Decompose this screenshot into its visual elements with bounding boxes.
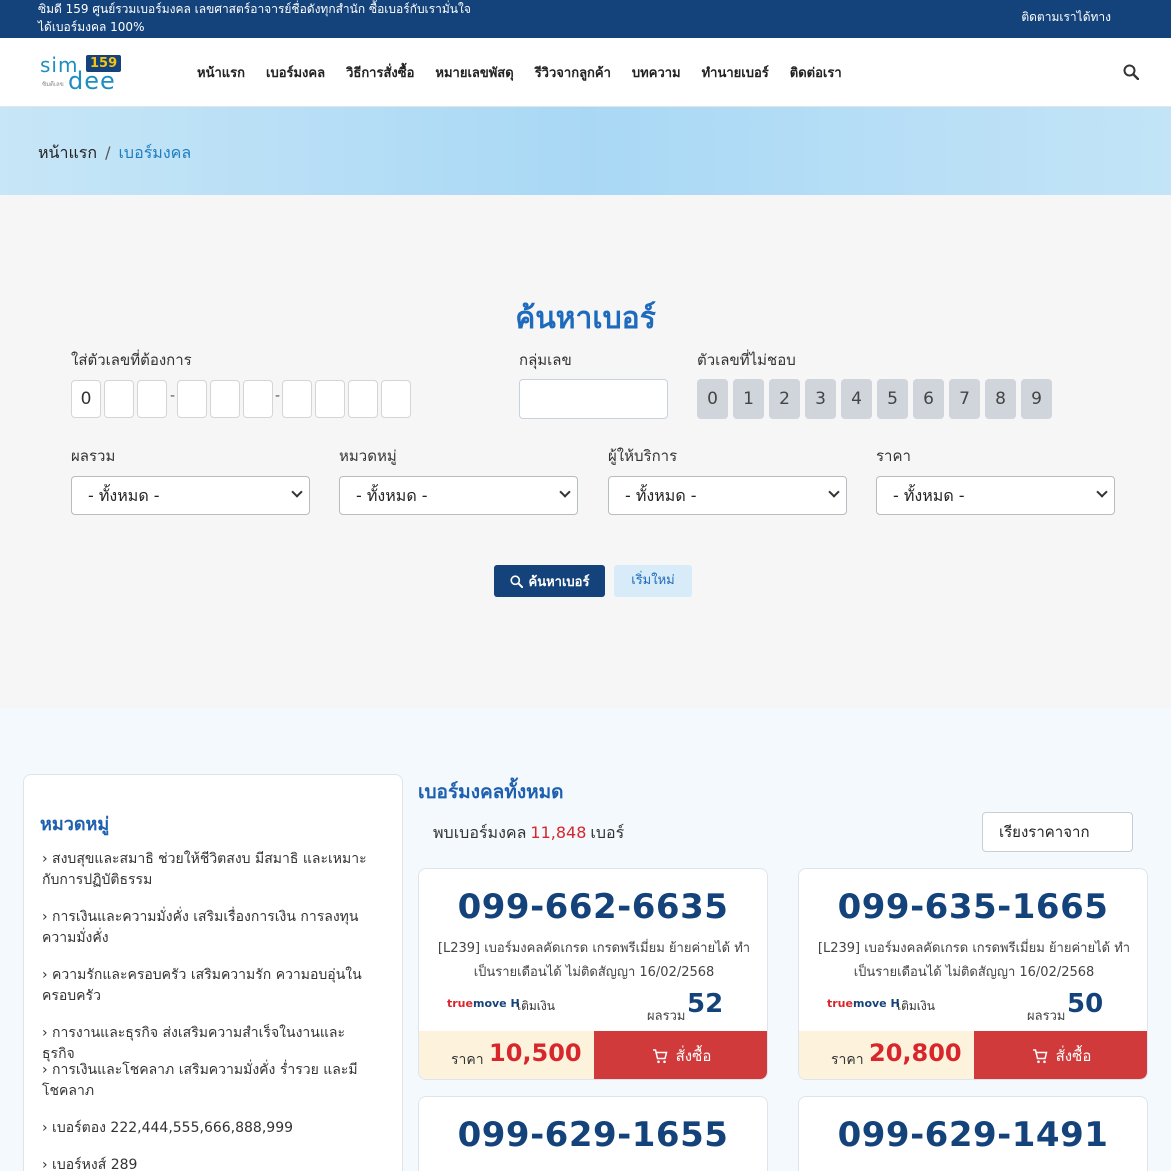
exclude-digit-6[interactable]: 6: [913, 379, 944, 419]
phone-number: 099-629-1491: [837, 1115, 1109, 1155]
logo-sim: sim: [40, 53, 79, 77]
breadcrumb-separator: /: [105, 143, 111, 162]
menu-home[interactable]: หน้าแรก: [197, 66, 245, 81]
exclude-digit-9[interactable]: 9: [1021, 379, 1052, 419]
digit-input-3[interactable]: [137, 380, 167, 418]
exclude-digit-1[interactable]: 1: [733, 379, 764, 419]
category-select-value: - ทั้งหมด -: [356, 486, 428, 505]
number-card[interactable]: [798, 868, 1148, 1080]
menu-lucky-numbers[interactable]: เบอร์มงคล: [266, 66, 326, 81]
sidebar-category[interactable]: › สงบสุขและสมาธิ ช่วยให้ชีวิตสงบ มีสมาธิ และเหมาะกับการปฏิบัติธรรม: [42, 851, 367, 888]
sum-value: 52: [687, 989, 724, 1019]
exclude-digit-4[interactable]: 4: [841, 379, 872, 419]
card-description: [L239] เบอร์มงคลคัดเกรด เกรดพรีเมี่ยม ย้ายค่ายได้ ทำเป็นรายเดือนได้ ไม่ติดสัญญา 16/02/2568: [437, 941, 751, 980]
card-description: [L239] เบอร์มงคลคัดเกรด เกรดพรีเมี่ยม ย้ายค่ายได้ ทำเป็นรายเดือนได้ ไม่ติดสัญญา 16/02/2568: [817, 941, 1131, 980]
digit-input-5[interactable]: [210, 380, 240, 418]
provider-select-value: - ทั้งหมด -: [625, 486, 697, 505]
logo-dee: dee: [68, 67, 116, 95]
menu-reviews[interactable]: รีวิวจากลูกค้า: [534, 66, 611, 81]
buy-button[interactable]: [594, 1031, 768, 1080]
number-card[interactable]: [798, 1096, 1148, 1171]
sort-select-value: เรียงราคาจาก: [999, 823, 1090, 841]
menu-how-to-order[interactable]: วิธีการสั่งซื้อ: [346, 66, 415, 81]
sidebar-category[interactable]: › เบอร์ตอง 222,444,555,666,888,999: [42, 1120, 294, 1136]
digit-input-10[interactable]: [381, 380, 411, 418]
cart-icon: [1032, 1049, 1048, 1064]
category-sidebar: [23, 774, 403, 1171]
search-icon: [510, 575, 523, 588]
breadcrumb-home[interactable]: หน้าแรก: [38, 143, 98, 162]
operator-name-suffix: move H: [472, 997, 520, 1010]
digit-input-1[interactable]: 0: [71, 380, 101, 418]
breadcrumb-hero: [0, 107, 1171, 195]
sidebar-title: หมวดหมู่: [40, 814, 110, 835]
main-menu: [197, 62, 842, 83]
found-suffix: เบอร์: [590, 823, 625, 842]
digit-input-6[interactable]: [243, 380, 273, 418]
digits-label: ใส่ตัวเลขที่ต้องการ: [71, 351, 192, 369]
digit-input-9[interactable]: [348, 380, 378, 418]
digit-input-4[interactable]: [177, 380, 207, 418]
price-caption: ราคา: [451, 1052, 484, 1068]
phone-number: 099-629-1655: [457, 1115, 729, 1155]
digit-input-8[interactable]: [315, 380, 345, 418]
search-icon[interactable]: [1123, 64, 1139, 80]
exclude-digit-7[interactable]: 7: [949, 379, 980, 419]
category-label: หมวดหมู่: [339, 447, 397, 465]
logo-badge: 159: [86, 55, 121, 72]
number-card[interactable]: [418, 868, 768, 1080]
number-card[interactable]: [418, 1096, 768, 1171]
group-input[interactable]: [519, 379, 668, 419]
menu-tracking[interactable]: หมายเลขพัสดุ: [435, 66, 514, 81]
plan-type: เติมเงิน: [897, 999, 935, 1013]
price-bar: [799, 1031, 974, 1080]
digit-dash: -: [275, 388, 281, 404]
menu-contact[interactable]: ติดต่อเรา: [789, 66, 842, 81]
operator-name: true: [447, 997, 473, 1010]
sidebar-category[interactable]: › การงานและธุรกิจ ส่งเสริมความสำเร็จในงานและธุรกิจ: [42, 1025, 345, 1062]
price-bar: [419, 1031, 594, 1080]
sum-value: 50: [1067, 989, 1104, 1019]
phone-number: 099-635-1665: [837, 887, 1109, 927]
operator-name: true: [827, 997, 853, 1010]
top-bar: [0, 0, 1171, 38]
buy-button[interactable]: [974, 1031, 1148, 1080]
found-count: [433, 821, 624, 846]
listing-title: เบอร์มงคลทั้งหมด: [418, 781, 564, 803]
menu-articles[interactable]: บทความ: [631, 66, 681, 81]
price-value: 20,800: [869, 1039, 962, 1067]
provider-label: ผู้ให้บริการ: [608, 447, 678, 465]
exclude-label: ตัวเลขที่ไม่ชอบ: [697, 351, 796, 369]
follow-us-link[interactable]: ติดตามเราได้ทาง: [1021, 10, 1111, 24]
exclude-digit-2[interactable]: 2: [769, 379, 800, 419]
plan-type: เติมเงิน: [517, 999, 555, 1013]
exclude-digit-3[interactable]: 3: [805, 379, 836, 419]
sum-select-value: - ทั้งหมด -: [88, 486, 160, 505]
site-tagline: ซิมดี 159 ศูนย์รวมเบอร์มงคล เลขศาสตร์อาจารย์ชื่อดังทุกสำนัก ซื้อเบอร์กับเรามั่นใจ ได้เบอร์มงคล 100%: [38, 2, 471, 34]
sidebar-category[interactable]: › เบอร์หงส์ 289: [42, 1157, 138, 1171]
sum-select[interactable]: [71, 476, 310, 515]
menu-predict[interactable]: ทำนายเบอร์: [701, 66, 769, 81]
sum-caption: ผลรวม: [647, 1009, 686, 1024]
found-prefix: พบเบอร์มงคล: [433, 823, 527, 842]
price-select[interactable]: [876, 476, 1115, 515]
sidebar-category[interactable]: › ความรักและครอบครัว เสริมความรัก ความอบอุ่นในครอบครัว: [42, 967, 362, 1004]
found-number: 11,848: [530, 823, 587, 842]
chevron-down-icon: [559, 486, 570, 497]
main-navbar: [0, 38, 1171, 107]
operator-logo: [827, 997, 900, 1010]
group-label: กลุ่มเลข: [519, 351, 572, 369]
provider-select[interactable]: [608, 476, 847, 515]
phone-number: 099-662-6635: [457, 887, 729, 927]
chevron-down-icon: [1096, 486, 1107, 497]
price-select-value: - ทั้งหมด -: [893, 486, 965, 505]
breadcrumb: [38, 141, 191, 166]
buy-button-label: สั่งซื้อ: [675, 1047, 712, 1065]
search-button[interactable]: [494, 565, 605, 597]
operator-logo: [447, 997, 520, 1010]
digit-dash: -: [170, 388, 176, 404]
category-select[interactable]: [339, 476, 578, 515]
exclude-digit-8[interactable]: 8: [985, 379, 1016, 419]
sum-label: ผลรวม: [71, 447, 116, 465]
operator-name-suffix: move H: [852, 997, 900, 1010]
chevron-down-icon: [828, 486, 839, 497]
site-logo[interactable]: [40, 53, 122, 93]
sum-caption: ผลรวม: [1027, 1009, 1066, 1024]
breadcrumb-current: เบอร์มงคล: [118, 143, 192, 162]
sidebar-category[interactable]: › การเงินและความมั่งคั่ง เสริมเรื่องการเงิน การลงทุน ความมั่งคั่ง: [42, 909, 359, 946]
sidebar-category[interactable]: › การเงินและโชคลาภ เสริมความมั่งคั่ง ร่ำรวย และมีโชคลาภ: [42, 1062, 358, 1099]
exclude-digit-5[interactable]: 5: [877, 379, 908, 419]
logo-sub: ซิมดีเลข: [42, 81, 64, 88]
price-caption: ราคา: [831, 1052, 864, 1068]
search-title: ค้นหาเบอร์: [515, 301, 656, 336]
search-button-label: ค้นหาเบอร์: [528, 574, 590, 590]
digit-input-2[interactable]: [104, 380, 134, 418]
digit-input-7[interactable]: [282, 380, 312, 418]
buy-button-label: สั่งซื้อ: [1055, 1047, 1092, 1065]
reset-button[interactable]: เริ่มใหม่: [614, 565, 692, 597]
exclude-digit-0[interactable]: 0: [697, 379, 728, 419]
price-label: ราคา: [876, 447, 911, 465]
chevron-down-icon: [291, 486, 302, 497]
sort-select[interactable]: [982, 812, 1133, 852]
cart-icon: [652, 1049, 668, 1064]
price-value: 10,500: [489, 1039, 582, 1067]
